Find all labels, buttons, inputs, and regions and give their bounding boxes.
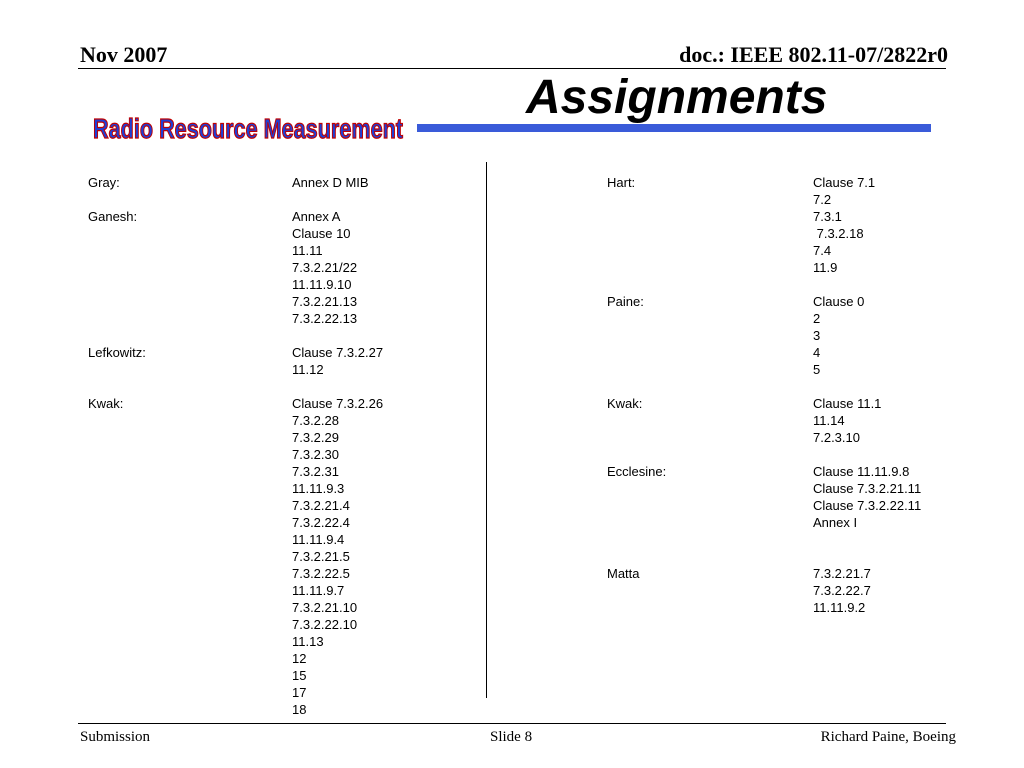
assigned-clause: 7.3.2.21.4 [292,498,350,513]
assignee-name [607,378,666,395]
assigned-clause: 7.3.2.30 [292,447,339,462]
assignee-name [88,684,146,701]
title-accent-bar [417,124,931,132]
assigned-clause: Annex D MIB [292,175,369,190]
header-date: Nov 2007 [80,42,168,67]
assignee-name [88,582,146,599]
assignee-name [88,531,146,548]
assignee-name [88,412,146,429]
assigned-clause: 7.3.2.22.7 [813,583,871,598]
assigned-clause: 7.3.2.21.10 [292,600,358,615]
right-clauses-column [813,174,921,616]
left-names-column [88,174,146,718]
assigned-clause: 7.3.2.21.7 [813,566,871,581]
assignee-name: Hart: [607,175,636,190]
assigned-clause: Annex A [292,209,341,224]
assignee-name [607,327,666,344]
assignee-name [88,378,146,395]
assigned-clause: 11.11.9.7 [292,583,345,598]
assignee-name: Kwak: [88,396,124,411]
assigned-clause: Clause 7.3.2.22.11 [813,498,922,513]
assignee-name [88,463,146,480]
assigned-clause: 17 [292,685,307,700]
assignee-name [88,259,146,276]
assignee-name: Paine: [607,294,644,309]
assignee-name [88,429,146,446]
assignee-name [88,497,146,514]
assigned-clause: 15 [292,668,307,683]
assigned-clause: 2 [813,311,821,326]
assignee-name [88,446,146,463]
assigned-clause: 7.3.2.31 [292,464,339,479]
assigned-clause: 7.3.2.18 [813,226,864,241]
assignee-name: Ecclesine: [607,464,667,479]
assigned-clause [292,378,383,395]
assignee-name [607,599,666,616]
assignee-name: Matta [607,566,640,581]
assignee-name [607,361,666,378]
assigned-clause: Clause 7.3.2.27 [292,345,384,360]
assignee-name [88,514,146,531]
assignee-name [607,497,666,514]
assignee-name [607,225,666,242]
assigned-clause: Clause 11.1 [813,396,882,411]
assigned-clause: 18 [292,702,307,717]
footer-slide-number: Slide 8 [490,729,533,745]
assignee-name [607,259,666,276]
assignee-name [88,191,146,208]
assigned-clause: 7.3.2.21.13 [292,294,358,309]
footer-author: Richard Paine, Boeing [820,729,956,745]
assigned-clause: 11.14 [813,413,845,428]
assigned-clause: Clause 11.11.9.8 [813,464,910,479]
assigned-clause: Clause 7.3.2.26 [292,396,384,411]
assignee-name [88,480,146,497]
assigned-clause: 5 [813,362,821,377]
assigned-clause: 7.3.2.22.13 [292,311,358,326]
assigned-clause: 3 [813,328,821,343]
assignee-name [607,429,666,446]
assignee-name [88,650,146,667]
assignee-name [88,242,146,259]
assignee-name [88,361,146,378]
assignee-name [88,599,146,616]
footer-submission: Submission [80,729,151,745]
assigned-clause: 11.11.9.2 [813,600,866,615]
assignee-name [88,701,146,718]
assigned-clause: 7.2 [813,192,832,207]
assigned-clause: 7.3.2.22.4 [292,515,350,530]
assignee-name [88,310,146,327]
assigned-clause: 7.3.2.28 [292,413,339,428]
assigned-clause [292,191,383,208]
assignee-name [607,208,666,225]
assigned-clause: Clause 7.3.2.21.11 [813,481,922,496]
assignee-name [607,412,666,429]
assignee-name [607,310,666,327]
assigned-clause: 7.3.2.29 [292,430,339,445]
right-names-column [607,174,666,616]
assignee-name [607,344,666,361]
assigned-clause [813,548,921,565]
assigned-clause: 12 [292,651,307,666]
assignee-name [607,582,666,599]
assignee-name [607,514,666,531]
assignee-name [607,191,666,208]
assignee-name [88,225,146,242]
assignee-name [88,565,146,582]
header-doc-id: doc.: IEEE 802.11-07/2822r0 [679,42,948,67]
assigned-clause: 4 [813,345,821,360]
assignee-name [88,293,146,310]
assignee-name [607,446,666,463]
assigned-clause: Clause 10 [292,226,351,241]
assignee-name [607,242,666,259]
assigned-clause: Clause 7.1 [813,175,876,190]
assigned-clause: 7.2.3.10 [813,430,860,445]
assigned-clause: 7.3.2.21/22 [292,260,358,275]
assigned-clause: 11.11 [292,243,323,258]
slide-title: Assignments [526,71,828,124]
assignee-name [607,531,666,548]
header-divider [78,68,946,69]
logo-text: Radio Resource Measurement [93,113,403,144]
assignee-name: Lefkowitz: [88,345,146,360]
assignee-name [88,276,146,293]
assigned-clause [292,327,383,344]
assignee-name [88,548,146,565]
assigned-clause [813,276,921,293]
assignee-name: Ganesh: [88,209,138,224]
assigned-clause: 7.3.2.21.5 [292,549,350,564]
assigned-clause: Clause 0 [813,294,865,309]
column-divider [486,162,487,698]
assignee-name [607,276,666,293]
assigned-clause: 11.12 [292,362,324,377]
assignee-name [88,667,146,684]
assigned-clause: 7.3.2.22.10 [292,617,358,632]
assigned-clause: 11.11.9.3 [292,481,345,496]
assigned-clause: Annex I [813,515,858,530]
assignee-name [607,548,666,565]
assigned-clause: 7.3.1 [813,209,842,224]
assigned-clause [813,378,921,395]
assignee-name [607,480,666,497]
assigned-clause [813,446,921,463]
radio-resource-measurement-logo [88,108,408,148]
assignee-name: Kwak: [607,396,643,411]
assigned-clause [813,531,921,548]
assigned-clause: 7.3.2.22.5 [292,566,350,581]
assignee-name: Gray: [88,175,120,190]
assigned-clause: 7.4 [813,243,832,258]
footer-divider [78,723,946,724]
assigned-clause: 11.13 [292,634,324,649]
assignee-name [88,633,146,650]
assigned-clause: 11.11.9.4 [292,532,345,547]
assignee-name [88,616,146,633]
left-clauses-column [292,174,383,718]
assigned-clause: 11.9 [813,260,838,275]
assigned-clause: 11.11.9.10 [292,277,352,292]
assignee-name [88,327,146,344]
